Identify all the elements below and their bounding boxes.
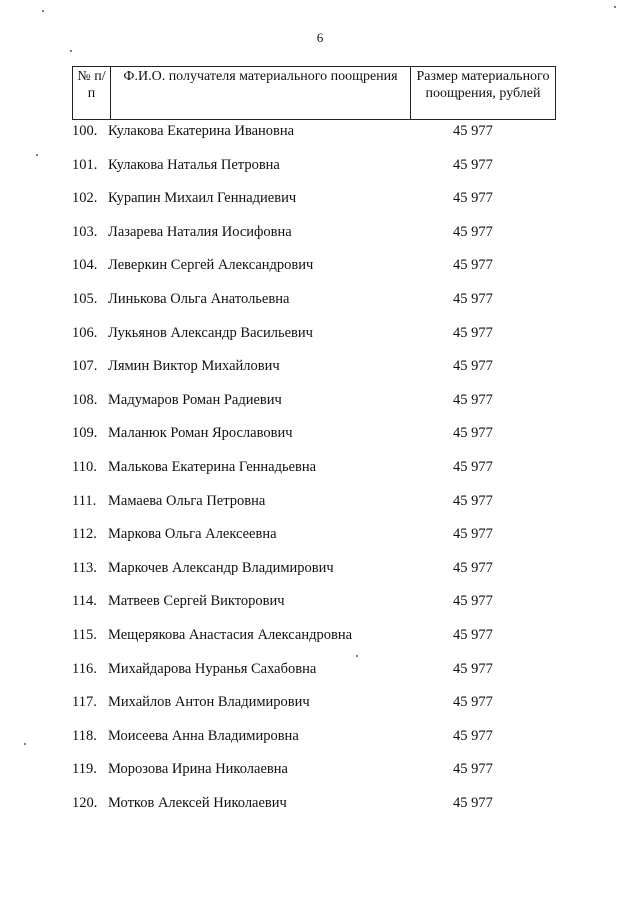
header-name: Ф.И.О. получателя материального поощрения [111,67,411,120]
table-row [0,491,640,525]
recipient-name: Мотков Алексей Николаевич [108,794,287,811]
recipient-list [0,121,640,826]
recipient-name: Лазарева Наталия Иосифовна [108,223,292,240]
table-row [0,390,640,424]
table-row [0,121,640,155]
reward-amount: 45 977 [453,358,493,375]
recipient-name: Леверкин Сергей Александрович [108,257,314,274]
recipient-name: Лукьянов Александр Васильевич [108,324,313,341]
row-number: 107. [72,358,98,375]
table-row [0,423,640,457]
reward-amount: 45 977 [453,190,493,207]
reward-amount: 45 977 [453,458,493,475]
recipient-name: Маланюк Роман Ярославович [108,425,293,442]
row-number: 105. [72,290,98,307]
table-row [0,222,640,256]
table-row [0,726,640,760]
table-row [0,558,640,592]
row-number: 112. [72,526,97,543]
row-number: 114. [72,593,97,610]
row-number: 101. [72,156,98,173]
reward-amount: 45 977 [453,391,493,408]
recipient-name: Кулакова Наталья Петровна [108,156,280,173]
table-row [0,591,640,625]
row-number: 119. [72,761,97,778]
row-number: 120. [72,794,98,811]
scan-speck [36,154,38,156]
recipient-name: Лямин Виктор Михайлович [108,358,280,375]
row-number: 117. [72,694,97,711]
recipient-name: Михайдарова Нуранья Сахабовна [108,660,317,677]
reward-amount: 45 977 [453,324,493,341]
recipient-name: Малькова Екатерина Геннадьевна [108,458,317,475]
row-number: 118. [72,727,97,744]
recipient-name: Маркочев Александр Владимирович [108,559,334,576]
recipient-name: Курапин Михаил Геннадиевич [108,190,297,207]
row-number: 110. [72,458,97,475]
reward-amount: 45 977 [453,156,493,173]
reward-amount: 45 977 [453,257,493,274]
row-number: 116. [72,660,97,677]
reward-amount: 45 977 [453,290,493,307]
header-amount: Размер материального поощрения, рублей [411,67,556,120]
reward-amount: 45 977 [453,123,493,139]
row-number: 104. [72,257,98,274]
reward-amount: 45 977 [453,694,493,711]
table-row [0,356,640,390]
row-number: 111. [72,492,97,509]
scan-speck [614,6,616,8]
table-row [0,188,640,222]
page-number: 6 [316,30,324,45]
reward-amount: 45 977 [453,761,493,778]
table-row [0,692,640,726]
row-number: 102. [72,190,98,207]
table-row [0,759,640,793]
reward-amount: 45 977 [453,593,493,610]
header-row [73,67,556,120]
recipient-name: Морозова Ирина Николаевна [108,761,288,778]
scan-speck [24,743,26,745]
recipient-name: Моисеева Анна Владимировна [108,727,299,744]
reward-amount: 45 977 [453,794,493,811]
reward-amount: 45 977 [453,492,493,509]
recipient-name: Маркова Ольга Алексеевна [108,526,277,543]
row-number: 108. [72,391,98,408]
recipient-name: Мадумаров Роман Радиевич [108,391,282,408]
reward-amount: 45 977 [453,559,493,576]
scan-speck [70,50,72,52]
table-row [0,793,640,827]
reward-amount: 45 977 [453,425,493,442]
row-number: 106. [72,324,98,341]
reward-amount: 45 977 [453,526,493,543]
row-number: 100. [72,123,98,139]
table-row [0,625,640,659]
recipient-name: Мещерякова Анастасия Александровна [108,626,353,643]
recipient-name: Линькова Ольга Анатольевна [108,290,290,307]
scan-speck [356,655,358,657]
row-number: 113. [72,559,97,576]
table-row [0,255,640,289]
reward-amount: 45 977 [453,727,493,744]
reward-amount: 45 977 [453,626,493,643]
table-row [0,457,640,491]
reward-amount: 45 977 [453,223,493,240]
scan-speck [42,10,44,12]
table-header [72,66,556,120]
row-number: 109. [72,425,98,442]
recipient-name: Мамаева Ольга Петровна [108,492,266,509]
row-number: 103. [72,223,98,240]
recipient-name: Кулакова Екатерина Ивановна [108,123,295,139]
table-row [0,323,640,357]
table-row [0,155,640,189]
table-row [0,659,640,693]
row-number: 115. [72,626,97,643]
header-number: № п/п [73,67,111,120]
reward-amount: 45 977 [453,660,493,677]
recipient-name: Михайлов Антон Владимирович [108,694,310,711]
table-row [0,524,640,558]
table-row [0,289,640,323]
recipient-name: Матвеев Сергей Викторович [108,593,285,610]
